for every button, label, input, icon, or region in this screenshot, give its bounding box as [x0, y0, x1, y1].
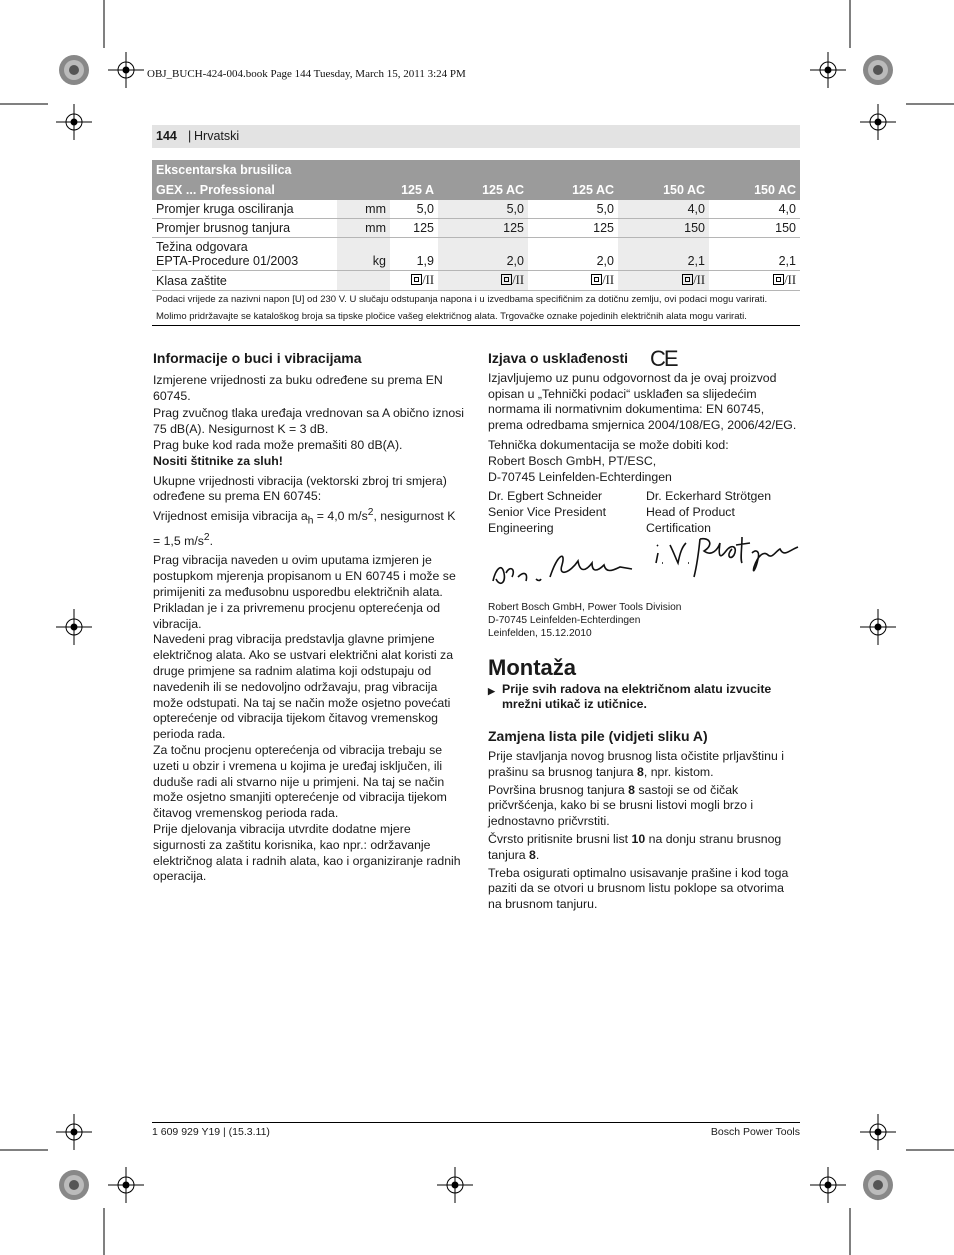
ref-number: 8: [529, 847, 536, 862]
row-unit: kg: [337, 238, 390, 271]
table-title-2: GEX ... Professional: [152, 180, 390, 200]
text-fragment: .: [209, 533, 214, 548]
signatory-title: Senior Vice President: [488, 505, 607, 520]
row-unit: mm: [337, 200, 390, 219]
paragraph: Izjavljujemo uz punu odgovornost da je ovaj proizvod opisan u „Tehnički podaci“ usklađen sa slijedećim normama ili normativnim dokumentima: EN 60745, prema odredbama smjernica 2004/108/EG, 2006/42/EG.: [488, 370, 797, 433]
superscript: 2: [203, 531, 210, 543]
cell: 150: [709, 219, 800, 238]
table-row: [152, 238, 800, 271]
table-title-row: [152, 160, 800, 180]
signatory-title: Engineering: [488, 520, 554, 535]
paragraph: D-70745 Leinfelden-Echterdingen: [488, 469, 672, 484]
cell: 2,1: [709, 238, 800, 271]
row-label: Promjer kruga osciliranja: [152, 200, 337, 219]
cell: 5,0: [528, 200, 618, 219]
subscript: h: [307, 515, 314, 527]
cell: 1,9: [390, 238, 438, 271]
cell: 125: [438, 219, 528, 238]
paragraph: Prag vibracija naveden u ovim uputama izmjeren je postupkom mjerenja propisanom u EN 60745 i može se primijeniti za međusobnu usporedbu električnih alata. Prikladan je i za privremenu procjenu opterećenja od vibracija.: [153, 553, 456, 631]
cell: 4,0: [618, 200, 709, 219]
cell: 2,1: [618, 238, 709, 271]
paragraph: Za točnu procjenu opterećenja od vibracija trebaju se uzeti u obzir i vremena u kojima je uređaj isključen, ili duduše radi ali stvarno nije u primjeni. Na taj se način može osjetno smanjiti opterećenje od vibracija tijekom čitavog vremenskog perioda rada.: [153, 742, 447, 821]
text-fragment: , npr. kistom.: [643, 764, 714, 779]
protection-class-icon: [411, 274, 422, 285]
model-header: 125 AC: [438, 180, 528, 200]
address-line: D-70745 Leinfelden-Echterdingen: [488, 614, 641, 626]
text-fragment: Prije stavljanja novog brusnog lista očistite prljavštinu i prašinu sa brusnog tanjura: [488, 748, 784, 779]
paragraph: [488, 749, 800, 781]
cell: 2,0: [438, 238, 528, 271]
class-value: /II: [602, 273, 614, 287]
protection-class-icon: [501, 274, 512, 285]
table-row: [152, 219, 800, 238]
warning-text: Prije svih radova na električnom alatu izvucite mrežni utikač iz utičnice.: [502, 681, 772, 712]
text-fragment: Površina brusnog tanjura: [488, 782, 629, 797]
book-info: OBJ_BUCH-424-004.book Page 144 Tuesday, March 15, 2011 3:24 PM: [147, 68, 466, 80]
class-value: /II: [422, 273, 434, 287]
warning-text: Nositi štitnike za sluh!: [153, 453, 283, 468]
cell: 125: [528, 219, 618, 238]
conformity-heading-text: Izjava o usklađenosti: [488, 350, 629, 366]
signature-image-1: [488, 543, 638, 593]
cell: 5,0: [390, 200, 438, 219]
subheading: Zamjena lista pile (vidjeti sliku A): [488, 728, 708, 745]
table-row: [152, 271, 800, 291]
paragraph: [488, 783, 800, 830]
cell: 5,0: [438, 200, 528, 219]
cell: 4,0: [709, 200, 800, 219]
signatures: [488, 537, 800, 599]
protection-class-icon: [591, 274, 602, 285]
address-block: [488, 601, 800, 640]
superscript: 2: [367, 507, 374, 519]
vibration-value: [153, 505, 465, 549]
class-value: /II: [512, 273, 524, 287]
footer-brand: Bosch Power Tools: [710, 1126, 800, 1138]
signatory-1: [488, 489, 646, 536]
paragraph: Prije djelovanja vibracija utvrdite dodatne mjere sigurnosti za zaštitu korisnika, kao npr.: održavanje električnog alata i radnih alata, kao i organiziranje radnih operacija.: [153, 821, 461, 884]
footer-code: 1 609 929 Y19 | (15.3.11): [152, 1126, 270, 1138]
row-label-line1: Težina odgovara: [156, 240, 248, 254]
table-model-row: [152, 180, 800, 200]
header-language: Hrvatski: [194, 129, 240, 143]
cell: 125: [390, 219, 438, 238]
model-header: 125 A: [390, 180, 438, 200]
left-column: [153, 351, 465, 887]
right-column: [488, 346, 800, 915]
signatory-name: Dr. Egbert Schneider: [488, 489, 603, 504]
text-fragment: na donju stranu brusnog tanjura: [488, 831, 782, 862]
text-fragment: , nesigurnost K = 1,5 m/s: [153, 509, 456, 548]
model-header: 150 AC: [618, 180, 709, 200]
paragraph: Tehnička dokumentacija se može dobiti kod:: [488, 437, 729, 452]
signatory-title: Head of Product: [646, 505, 735, 520]
row-unit: mm: [337, 219, 390, 238]
spec-table: [152, 160, 800, 326]
triangle-bullet-icon: ▶: [488, 685, 495, 696]
conformity-heading: [488, 346, 800, 371]
paragraph: Robert Bosch GmbH, PT/ESC,: [488, 453, 657, 468]
row-label: Klasa zaštite: [152, 271, 337, 291]
table-note: Molimo pridržavajte se kataloškog broja sa tipske pločice vašeg električnog alata. Trgovačke oznake pojedinih električnih alata mogu varirati.: [152, 308, 800, 326]
class-value: /II: [784, 273, 796, 287]
ref-number: 8: [637, 764, 644, 779]
montaza-heading: Montaža: [488, 654, 576, 680]
table-note-row: [152, 308, 800, 326]
cell: [618, 271, 709, 291]
row-label: [152, 238, 337, 271]
signature-image-2: [648, 529, 808, 585]
address-line: Leinfelden, 15.12.2010: [488, 627, 592, 639]
model-header: 150 AC: [709, 180, 800, 200]
text-fragment: .: [535, 847, 540, 862]
table-title-1: Ekscentarska brusilica: [152, 160, 800, 180]
cell: [390, 271, 438, 291]
paragraph: Prag zvučnog tlaka uređaja vrednovan sa A obično iznosi 75 dB(A). Nesigurnost K = 3 dB.: [153, 406, 465, 437]
text-fragment: Vrijednost emisija vibracija a: [153, 509, 308, 524]
model-header: 125 AC: [528, 180, 618, 200]
page-header: [152, 125, 800, 148]
text-fragment: sastoji se od čičak pričvršćenja, kako bi se brusni listovi mogli brzo i jednostavno pričvrstiti.: [488, 782, 754, 829]
table-row: [152, 200, 800, 219]
row-unit: [337, 271, 390, 291]
paragraph: Navedeni prag vibracija predstavlja glavne primjene električnog alata. Ako se ustvari električni alat koristi za druge primjene sa radnim alatima koji odstupaju od navedenih ili se nedovoljno održavaju, prag vibracija može odstupati. Na taj se način može osjetno povećati opterećenje od vibracija tijekom čitavog vremenskog perioda rada.: [153, 632, 454, 742]
warning-item: [488, 682, 800, 714]
ref-number: 8: [628, 782, 635, 797]
cell: [438, 271, 528, 291]
signatory-name: Dr. Eckerhard Strötgen: [646, 489, 772, 504]
cell: 150: [618, 219, 709, 238]
row-label-line2: EPTA-Procedure 01/2003: [156, 254, 299, 268]
table-note: Podaci vrijede za nazivni napon [U] od 230 V. U slučaju odstupanja napona i u izvedbama specifičnim za dotičnu zemlju, ovi podaci mogu varirati.: [156, 294, 768, 305]
cell: [528, 271, 618, 291]
row-label: Promjer brusnog tanjura: [152, 219, 337, 238]
ce-mark-icon: CE: [649, 346, 677, 371]
text-fragment: Čvrsto pritisnite brusni list: [488, 831, 632, 846]
paragraph: Izmjerene vrijednosti za buku određene su prema EN 60745.: [153, 372, 443, 403]
protection-class-icon: [773, 274, 784, 285]
page-number: 144: [156, 129, 177, 143]
paragraph: [488, 832, 800, 864]
signatory-title: Certification: [646, 520, 711, 535]
paragraph: Ukupne vrijednosti vibracija (vektorski zbroj tri smjera) određene su prema EN 60745:: [153, 473, 447, 504]
class-value: /II: [693, 273, 705, 287]
text-fragment: = 4,0 m/s: [313, 509, 368, 524]
address-line: Robert Bosch GmbH, Power Tools Division: [488, 601, 682, 613]
protection-class-icon: [682, 274, 693, 285]
paragraph: Prag buke kod rada može premašiti 80 dB(A).: [153, 437, 403, 452]
ref-number: 10: [631, 831, 646, 846]
paragraph: Treba osigurati optimalno usisavanje prašine i kod toga paziti da se otvori u brusnom listu poklope sa otvorima na brusnom tanjuru.: [488, 865, 789, 912]
header-separator: |: [188, 129, 192, 143]
cell: 2,0: [528, 238, 618, 271]
footer-rule: [152, 1122, 800, 1123]
cell: [709, 271, 800, 291]
table-note-row: [152, 291, 800, 309]
noise-heading: Informacije o buci i vibracijama: [153, 350, 362, 366]
